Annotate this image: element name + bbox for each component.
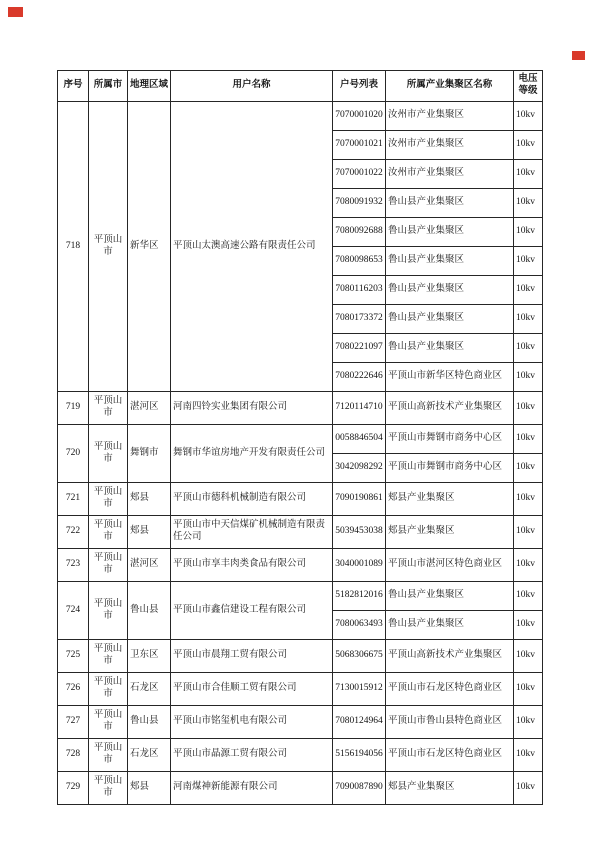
cell-city: 平顶山市 — [89, 549, 128, 582]
cell-city: 平顶山市 — [89, 483, 128, 516]
cell-account-number: 7080124964 — [333, 706, 386, 739]
header-geographic-region: 地理区域 — [128, 71, 171, 102]
cell-voltage-level: 10kv — [514, 516, 543, 549]
table-row — [58, 425, 543, 454]
cell-voltage-level: 10kv — [514, 706, 543, 739]
cell-user-name: 平顶山市晶源工贸有限公司 — [171, 739, 333, 772]
cell-serial-number: 729 — [58, 772, 89, 805]
cell-cluster-name: 平顶山市舞钢市商务中心区 — [386, 454, 514, 483]
cell-account-number: 0058846504 — [333, 425, 386, 454]
cell-account-number: 7080116203 — [333, 276, 386, 305]
cell-voltage-level: 10kv — [514, 611, 543, 640]
cell-voltage-level: 10kv — [514, 102, 543, 131]
table-row — [58, 483, 543, 516]
cell-cluster-name: 郏县产业集聚区 — [386, 516, 514, 549]
table-row — [58, 739, 543, 772]
cell-account-number: 5039453038 — [333, 516, 386, 549]
cell-cluster-name: 汝州市产业集聚区 — [386, 160, 514, 189]
industrial-cluster-user-table — [57, 70, 543, 805]
cell-geographic-region: 湛河区 — [128, 549, 171, 582]
table-row — [58, 516, 543, 549]
table-row — [58, 102, 543, 131]
cell-account-number: 5182812016 — [333, 582, 386, 611]
cell-cluster-name: 鲁山县产业集聚区 — [386, 334, 514, 363]
cell-account-number: 5068306675 — [333, 640, 386, 673]
cell-geographic-region: 石龙区 — [128, 673, 171, 706]
cell-user-name: 河南四铃实业集团有限公司 — [171, 392, 333, 425]
cell-city: 平顶山市 — [89, 706, 128, 739]
cell-cluster-name: 平顶山市石龙区特色商业区 — [386, 673, 514, 706]
header-city: 所属市 — [89, 71, 128, 102]
cell-serial-number: 720 — [58, 425, 89, 483]
table-row — [58, 706, 543, 739]
cell-geographic-region: 湛河区 — [128, 392, 171, 425]
cell-serial-number: 723 — [58, 549, 89, 582]
cell-geographic-region: 鲁山县 — [128, 706, 171, 739]
cell-voltage-level: 10kv — [514, 160, 543, 189]
cell-voltage-level: 10kv — [514, 363, 543, 392]
table-row — [58, 392, 543, 425]
cell-geographic-region: 新华区 — [128, 102, 171, 392]
cell-account-number: 7080091932 — [333, 189, 386, 218]
cell-cluster-name: 鲁山县产业集聚区 — [386, 189, 514, 218]
cell-serial-number: 718 — [58, 102, 89, 392]
cell-geographic-region: 舞钢市 — [128, 425, 171, 483]
cell-account-number: 7090190861 — [333, 483, 386, 516]
cell-serial-number: 722 — [58, 516, 89, 549]
cell-account-number: 7080092688 — [333, 218, 386, 247]
cell-city: 平顶山市 — [89, 772, 128, 805]
cell-cluster-name: 平顶山市湛河区特色商业区 — [386, 549, 514, 582]
cell-cluster-name: 平顶山高新技术产业集聚区 — [386, 640, 514, 673]
cell-city: 平顶山市 — [89, 673, 128, 706]
cell-account-number: 7070001021 — [333, 131, 386, 160]
cell-voltage-level: 10kv — [514, 334, 543, 363]
cell-city: 平顶山市 — [89, 425, 128, 483]
cell-city: 平顶山市 — [89, 102, 128, 392]
cell-user-name: 平顶山市晨翔工贸有限公司 — [171, 640, 333, 673]
cell-account-number: 7080063493 — [333, 611, 386, 640]
cell-cluster-name: 平顶山高新技术产业集聚区 — [386, 392, 514, 425]
cell-cluster-name: 鲁山县产业集聚区 — [386, 247, 514, 276]
cell-cluster-name: 鲁山县产业集聚区 — [386, 582, 514, 611]
cell-user-name: 平顶山市德科机械制造有限公司 — [171, 483, 333, 516]
cell-voltage-level: 10kv — [514, 218, 543, 247]
cell-user-name: 平顶山市中天信煤矿机械制造有限责任公司 — [171, 516, 333, 549]
cell-account-number: 7080222646 — [333, 363, 386, 392]
table-row — [58, 673, 543, 706]
cell-voltage-level: 10kv — [514, 131, 543, 160]
cell-serial-number: 727 — [58, 706, 89, 739]
cell-serial-number: 728 — [58, 739, 89, 772]
cell-cluster-name: 鲁山县产业集聚区 — [386, 276, 514, 305]
cell-city: 平顶山市 — [89, 516, 128, 549]
cell-cluster-name: 鲁山县产业集聚区 — [386, 611, 514, 640]
cell-account-number: 7090087890 — [333, 772, 386, 805]
cell-voltage-level: 10kv — [514, 454, 543, 483]
red-annotation-mark — [8, 7, 23, 17]
cell-voltage-level: 10kv — [514, 189, 543, 218]
cell-voltage-level: 10kv — [514, 772, 543, 805]
cell-serial-number: 724 — [58, 582, 89, 640]
cell-voltage-level: 10kv — [514, 247, 543, 276]
cell-account-number: 7080221097 — [333, 334, 386, 363]
table-row — [58, 640, 543, 673]
cell-cluster-name: 郏县产业集聚区 — [386, 483, 514, 516]
cell-account-number: 5156194056 — [333, 739, 386, 772]
cell-user-name: 平顶山市鑫信建设工程有限公司 — [171, 582, 333, 640]
cell-user-name: 平顶山市享丰肉类食品有限公司 — [171, 549, 333, 582]
cell-user-name: 平顶山市铭玺机电有限公司 — [171, 706, 333, 739]
cell-cluster-name: 郏县产业集聚区 — [386, 772, 514, 805]
table-row — [58, 549, 543, 582]
cell-user-name: 平顶山太澳高速公路有限责任公司 — [171, 102, 333, 392]
cell-voltage-level: 10kv — [514, 582, 543, 611]
table-header-row — [58, 71, 543, 102]
cell-voltage-level: 10kv — [514, 673, 543, 706]
cell-account-number: 7070001022 — [333, 160, 386, 189]
cell-city: 平顶山市 — [89, 392, 128, 425]
cell-account-number: 7130015912 — [333, 673, 386, 706]
cell-geographic-region: 郏县 — [128, 516, 171, 549]
table-row — [58, 772, 543, 805]
cell-city: 平顶山市 — [89, 582, 128, 640]
cell-geographic-region: 郏县 — [128, 772, 171, 805]
cell-serial-number: 721 — [58, 483, 89, 516]
cell-voltage-level: 10kv — [514, 276, 543, 305]
table-row — [58, 582, 543, 611]
red-annotation-mark — [572, 51, 585, 60]
cell-geographic-region: 郏县 — [128, 483, 171, 516]
cell-cluster-name: 鲁山县产业集聚区 — [386, 305, 514, 334]
cell-user-name: 河南煤神新能源有限公司 — [171, 772, 333, 805]
cell-user-name: 舞钢市华谊房地产开发有限责任公司 — [171, 425, 333, 483]
cell-account-number: 7070001020 — [333, 102, 386, 131]
cell-user-name: 平顶山市合佳顺工贸有限公司 — [171, 673, 333, 706]
cell-voltage-level: 10kv — [514, 425, 543, 454]
cell-account-number: 3042098292 — [333, 454, 386, 483]
cell-account-number: 7080173372 — [333, 305, 386, 334]
cell-cluster-name: 平顶山市舞钢市商务中心区 — [386, 425, 514, 454]
cell-account-number: 7120114710 — [333, 392, 386, 425]
cell-voltage-level: 10kv — [514, 305, 543, 334]
cell-cluster-name: 平顶山市鲁山县特色商业区 — [386, 706, 514, 739]
header-serial-number: 序号 — [58, 71, 89, 102]
cell-cluster-name: 平顶山市石龙区特色商业区 — [386, 739, 514, 772]
cell-voltage-level: 10kv — [514, 549, 543, 582]
cell-serial-number: 725 — [58, 640, 89, 673]
header-cluster-name: 所属产业集聚区名称 — [386, 71, 514, 102]
cell-geographic-region: 石龙区 — [128, 739, 171, 772]
cell-cluster-name: 鲁山县产业集聚区 — [386, 218, 514, 247]
cell-account-number: 3040001089 — [333, 549, 386, 582]
header-user-name: 用户名称 — [171, 71, 333, 102]
cell-serial-number: 719 — [58, 392, 89, 425]
header-account-list: 户号列表 — [333, 71, 386, 102]
cell-voltage-level: 10kv — [514, 483, 543, 516]
cell-geographic-region: 卫东区 — [128, 640, 171, 673]
cell-voltage-level: 10kv — [514, 739, 543, 772]
cell-cluster-name: 汝州市产业集聚区 — [386, 102, 514, 131]
cell-account-number: 7080098653 — [333, 247, 386, 276]
header-voltage-level: 电压等级 — [514, 71, 543, 102]
cell-geographic-region: 鲁山县 — [128, 582, 171, 640]
cell-cluster-name: 平顶山市新华区特色商业区 — [386, 363, 514, 392]
cell-city: 平顶山市 — [89, 640, 128, 673]
cell-cluster-name: 汝州市产业集聚区 — [386, 131, 514, 160]
cell-voltage-level: 10kv — [514, 392, 543, 425]
cell-voltage-level: 10kv — [514, 640, 543, 673]
cell-serial-number: 726 — [58, 673, 89, 706]
cell-city: 平顶山市 — [89, 739, 128, 772]
